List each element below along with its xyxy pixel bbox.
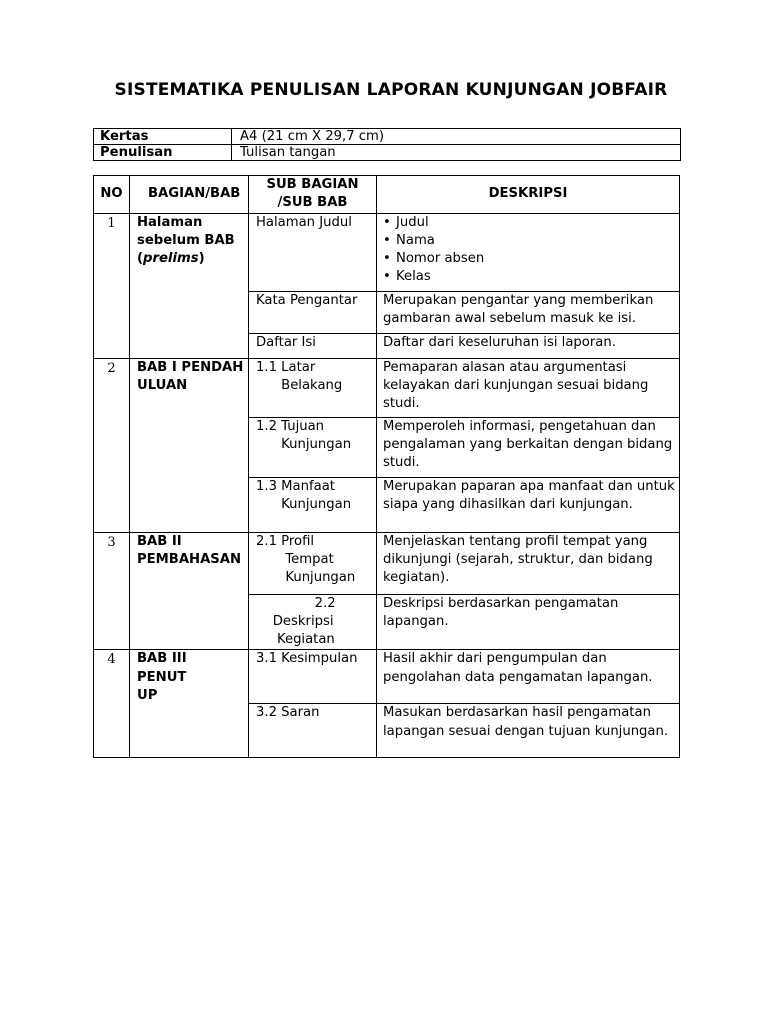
desc-cell: Merupakan pengantar yang memberikan gambaran awal sebelum masuk ke isi. — [377, 291, 680, 333]
desc-cell: Pemaparan alasan atau argumentasi kelayakan dari kunjungan sesuai bidang studi. — [377, 358, 680, 417]
structure-table — [93, 175, 680, 758]
bab-cell — [130, 213, 249, 358]
sub-cell: 1.3 Manfaat Kunjungan — [249, 477, 377, 532]
bullet-icon: • — [383, 251, 391, 267]
bab-text-line: BAB III — [137, 651, 187, 667]
sub-cell: 2.1 Profil Tempat Kunjungan — [249, 532, 377, 594]
paper-info-value: Tulisan tangan — [232, 145, 681, 161]
list-item-text: Nomor absen — [396, 251, 485, 267]
bab-cell: BAB II PEMBAHASAN — [130, 532, 249, 650]
table-row — [94, 358, 680, 417]
list-item-text: Kelas — [396, 269, 431, 285]
list-item — [383, 214, 677, 232]
sub-cell: 2.2 Deskripsi Kegiatan — [249, 594, 377, 650]
table-row — [94, 532, 680, 594]
row-number: 4 — [94, 650, 130, 758]
sub-cell: Daftar Isi — [249, 333, 377, 358]
bullet-icon: • — [383, 269, 391, 285]
paper-info-label: Penulisan — [94, 145, 232, 161]
desc-cell: Merupakan paparan apa manfaat dan untuk siapa yang dihasilkan dari kunjungan. — [377, 477, 680, 532]
list-item — [383, 232, 677, 250]
desc-cell: Deskripsi berdasarkan pengamatan lapangan. — [377, 594, 680, 650]
list-item — [383, 250, 677, 268]
sub-cell: Halaman Judul — [249, 213, 377, 291]
paper-info-label: Kertas — [94, 129, 232, 145]
bullet-list — [383, 214, 677, 287]
table-row — [94, 213, 680, 291]
row-number: 3 — [94, 532, 130, 650]
bab-text-line: Halaman — [137, 214, 203, 230]
header-sub: SUB BAGIAN /SUB BAB — [249, 176, 377, 214]
sub-cell: 1.2 Tujuan Kunjungan — [249, 417, 377, 477]
list-item — [383, 268, 677, 286]
bab-cell — [130, 650, 249, 758]
desc-cell: Memperoleh informasi, pengetahuan dan pengalaman yang berkaitan dengan bidang studi. — [377, 417, 680, 477]
desc-cell: Masukan berdasarkan hasil pengamatan lapangan sesuai dengan tujuan kunjungan. — [377, 704, 680, 758]
bab-text-line: PENUT — [137, 669, 187, 685]
header-no: NO — [94, 176, 130, 214]
list-item-text: Judul — [396, 214, 429, 230]
sub-cell: Kata Pengantar — [249, 291, 377, 333]
bab-text-line: UP — [137, 688, 158, 704]
row-number: 2 — [94, 358, 130, 532]
page-title: SISTEMATIKA PENULISAN LAPORAN KUNJUNGAN JOBFAIR — [114, 80, 668, 100]
header-bab: BAGIAN/BAB — [130, 176, 249, 214]
list-item-text: Nama — [396, 232, 435, 248]
bab-cell: BAB I PENDAHULUAN — [130, 358, 249, 532]
bab-text-line: sebelum BAB — [137, 232, 235, 248]
sub-cell: 3.1 Kesimpulan — [249, 650, 377, 704]
desc-cell: Hasil akhir dari pengumpulan dan pengolahan data pengamatan lapangan. — [377, 650, 680, 704]
desc-cell: Menjelaskan tentang profil tempat yang dikunjungi (sejarah, struktur, dan bidang kegiatan). — [377, 532, 680, 594]
header-desc: DESKRIPSI — [377, 176, 680, 214]
bab-paren-close: ) — [198, 251, 205, 267]
sub-cell: 1.1 Latar Belakang — [249, 358, 377, 417]
bab-italic-text: prelims — [143, 251, 199, 267]
desc-cell — [377, 213, 680, 291]
row-number: 1 — [94, 213, 130, 358]
bullet-icon: • — [383, 214, 391, 230]
paper-info-table — [93, 128, 681, 161]
bab-paren-open: ( — [137, 251, 144, 267]
paper-info-row — [94, 129, 681, 145]
table-header-row — [94, 176, 680, 214]
sub-cell: 3.2 Saran — [249, 704, 377, 758]
desc-cell: Daftar dari keseluruhan isi laporan. — [377, 333, 680, 358]
bullet-icon: • — [383, 232, 391, 248]
table-row — [94, 650, 680, 704]
paper-info-value: A4 (21 cm X 29,7 cm) — [232, 129, 681, 145]
paper-info-row — [94, 145, 681, 161]
